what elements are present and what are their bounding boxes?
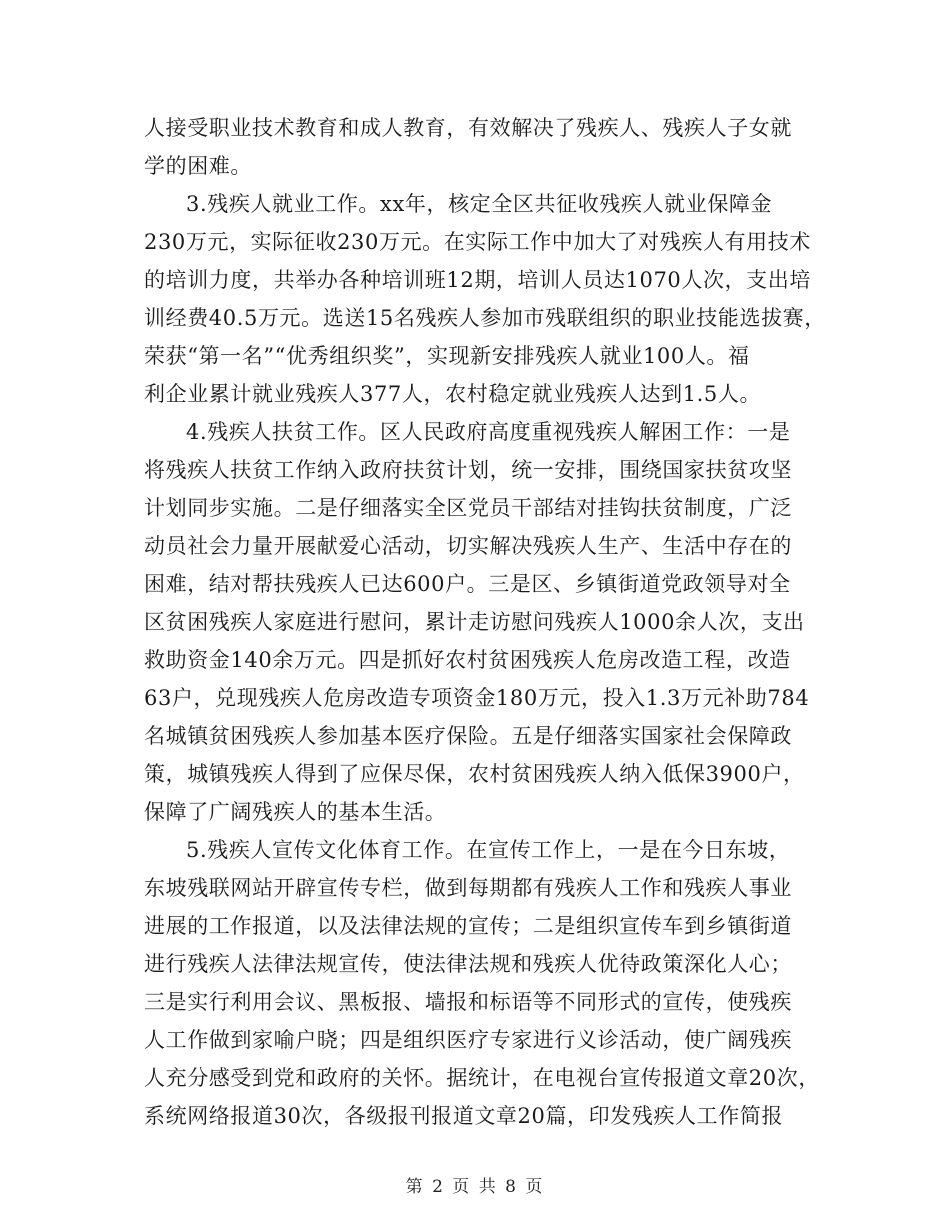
text-line: 系统网络报道30次，各级报刊报道文章20篇，印发残疾人工作简报 (144, 1104, 784, 1128)
page-number-footer: 第 2 页 共 8 页 (405, 1177, 545, 1197)
text-line: 将残疾人扶贫工作纳入政府扶贫计划，统一安排，围绕国家扶贫攻坚 (144, 458, 792, 482)
text-line: 困难，结对帮扶残疾人已达600户。三是区、乡镇街道党政领导对全 (144, 572, 791, 596)
text-line: 救助资金140余万元。四是抓好农村贫困残疾人危房改造工程，改造 (144, 648, 791, 672)
text-line: 计划同步实施。二是仔细落实全区党员干部结对挂钩扶贫制度，广泛 (144, 496, 792, 520)
text-line: 人充分感受到党和政府的关怀。据统计，在电视台宣传报道文章20次， (144, 1066, 820, 1090)
text-line: 名城镇贫困残疾人参加基本医疗保险。五是仔细落实国家社会保障政 (144, 724, 792, 748)
text-line: 进展的工作报道，以及法律法规的宣传；二是组织宣传车到乡镇街道 (144, 914, 792, 938)
text-line: 230万元，实际征收230万元。在实际工作中加大了对残疾人有用技术 (144, 230, 811, 254)
text-line: 训经费40.5万元。选送15名残疾人参加市残联组织的职业技能选拔赛， (144, 306, 826, 330)
text-line: 保障了广阔残疾人的基本生活。 (144, 800, 447, 824)
text-line: 利企业累计就业残疾人377人，农村稳定就业残疾人达到1.5人。 (144, 382, 762, 406)
text-line: 学的困难。 (144, 154, 252, 178)
text-line: 进行残疾人法律法规宣传，使法律法规和残疾人优待政策深化人心； (144, 952, 792, 976)
text-line: 人接受职业技术教育和成人教育，有效解决了残疾人、残疾人子女就 (144, 116, 792, 140)
section-heading-line: 4.残疾人扶贫工作。区人民政府高度重视残疾人解困工作：一是 (186, 420, 791, 444)
text-line: 策，城镇残疾人得到了应保尽保，农村贫困残疾人纳入低保3900户， (144, 762, 805, 786)
text-line: 区贫困残疾人家庭进行慰问，累计走访慰问残疾人1000余人次，支出 (144, 610, 805, 634)
text-line: 动员社会力量开展献爱心活动，切实解决残疾人生产、生活中存在的 (144, 534, 792, 558)
section-heading-line: 3.残疾人就业工作。xx年，核定全区共征收残疾人就业保障金 (186, 192, 773, 216)
section-heading-line: 5.残疾人宣传文化体育工作。在宣传工作上，一是在今日东坡， (186, 838, 791, 862)
text-line: 荣获“第一名”“优秀组织奖”，实现新安排残疾人就业100人。福 (144, 344, 750, 368)
text-line: 63户，兑现残疾人危房改造专项资金180万元，投入1.3万元补助784 (144, 686, 810, 710)
text-line: 三是实行利用会议、黑板报、墙报和标语等不同形式的宣传，使残疾 (144, 990, 792, 1014)
text-line: 人工作做到家喻户晓；四是组织医疗专家进行义诊活动，使广阔残疾 (144, 1028, 792, 1052)
text-line: 东坡残联网站开辟宣传专栏，做到每期都有残疾人工作和残疾人事业 (144, 876, 792, 900)
text-line: 的培训力度，共举办各种培训班12期，培训人员达1070人次，支出培 (144, 268, 811, 292)
